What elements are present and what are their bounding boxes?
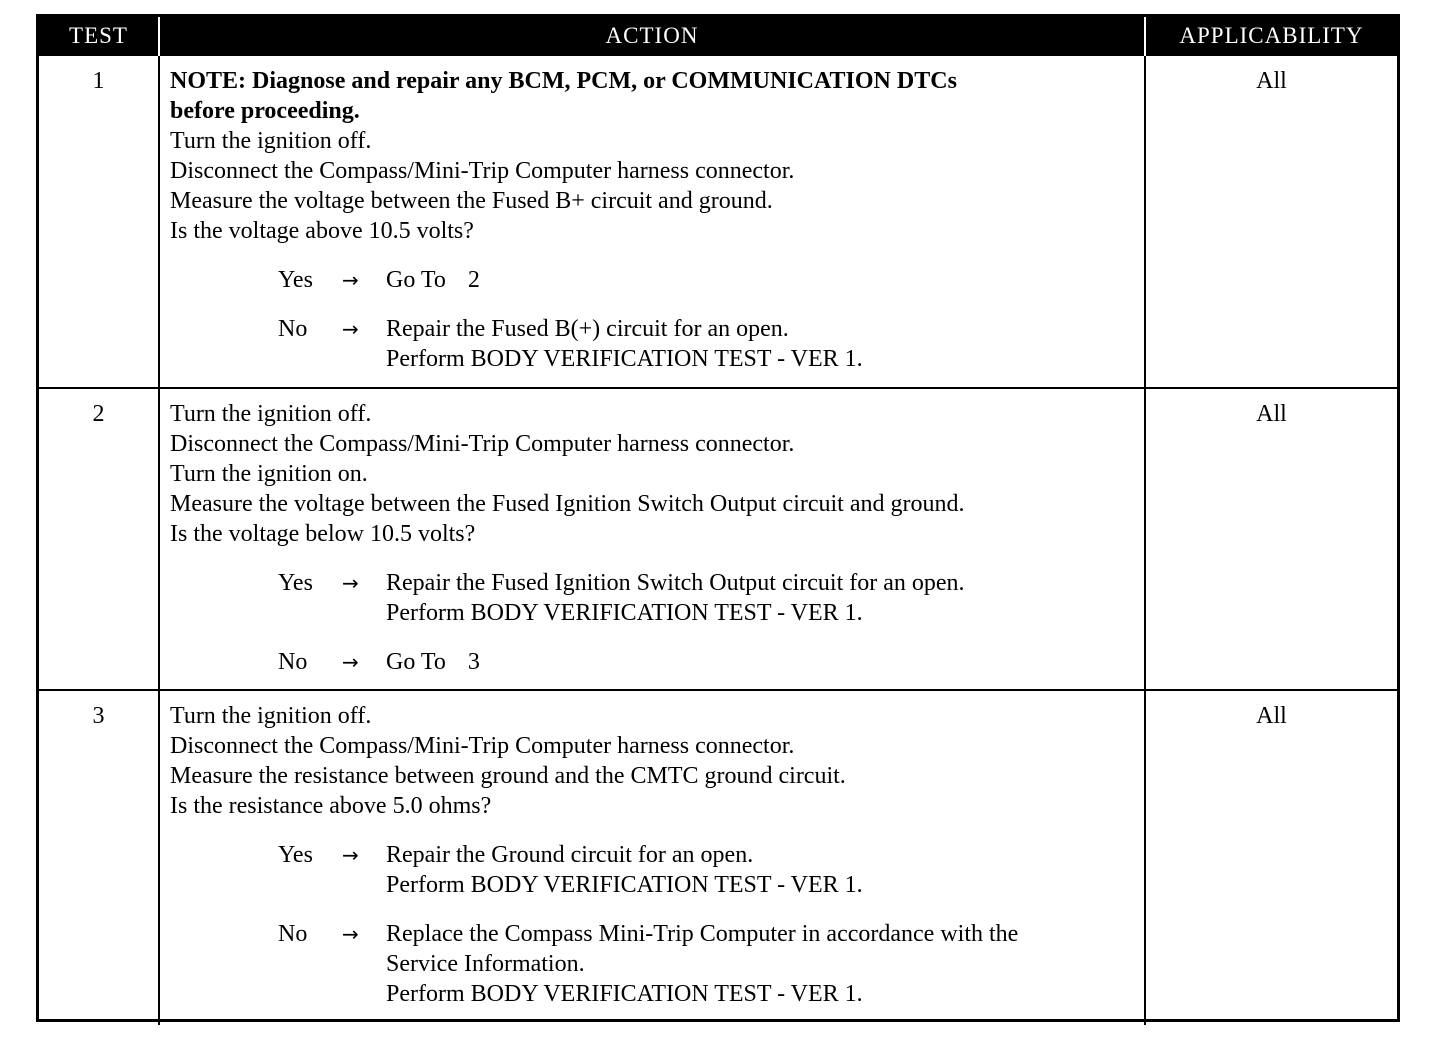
- result-line: Repair the Ground circuit for an open.: [386, 842, 754, 868]
- result-line: Perform BODY VERIFICATION TEST - VER 1.: [386, 981, 863, 1007]
- note-line: NOTE: Diagnose and repair any BCM, PCM, or COMMUNICATION DTCs: [170, 68, 957, 94]
- no-outcome: [170, 919, 1138, 1009]
- applicability-value: All: [1145, 55, 1397, 388]
- step-line: Disconnect the Compass/Mini-Trip Computer harness connector.: [170, 733, 795, 759]
- goto-test-link[interactable]: 2: [467, 267, 480, 293]
- table-row: [39, 690, 1397, 1025]
- header-action: ACTION: [159, 17, 1145, 55]
- yes-result: [386, 265, 1138, 295]
- arrow-icon: →: [342, 268, 359, 292]
- step-line: Turn the ignition on.: [170, 461, 368, 487]
- no-outcome: [170, 314, 1138, 374]
- no-label: No: [278, 649, 308, 675]
- no-result: [386, 314, 1138, 374]
- diagnostic-test-table: [36, 14, 1400, 1022]
- table-row: [39, 55, 1397, 388]
- yes-outcome: [170, 265, 1138, 295]
- note-line: before proceeding.: [170, 98, 360, 124]
- step-line: Turn the ignition off.: [170, 703, 372, 729]
- yes-label: Yes: [278, 570, 313, 596]
- result-line: Perform BODY VERIFICATION TEST - VER 1.: [386, 346, 863, 372]
- no-label: No: [278, 316, 308, 342]
- arrow-icon: →: [342, 650, 359, 674]
- test-number: 3: [39, 690, 159, 1025]
- step-line: Disconnect the Compass/Mini-Trip Computer harness connector.: [170, 431, 795, 457]
- action-cell: [159, 690, 1145, 1025]
- arrow-icon: →: [342, 317, 359, 341]
- applicability-value: All: [1145, 388, 1397, 690]
- result-line: Perform BODY VERIFICATION TEST - VER 1.: [386, 872, 863, 898]
- yes-result: [386, 840, 1138, 900]
- yes-label: Yes: [278, 267, 313, 293]
- action-cell: [159, 388, 1145, 690]
- step-line: Is the voltage below 10.5 volts?: [170, 521, 476, 547]
- applicability-value: All: [1145, 690, 1397, 1025]
- step-line: Measure the voltage between the Fused Ignition Switch Output circuit and ground.: [170, 491, 965, 517]
- step-line: Measure the voltage between the Fused B+ circuit and ground.: [170, 188, 773, 214]
- step-line: Is the resistance above 5.0 ohms?: [170, 793, 492, 819]
- step-line: Disconnect the Compass/Mini-Trip Computer harness connector.: [170, 158, 795, 184]
- result-line: Perform BODY VERIFICATION TEST - VER 1.: [386, 600, 863, 626]
- step-line: Is the voltage above 10.5 volts?: [170, 218, 474, 244]
- header-applicability: APPLICABILITY: [1145, 17, 1397, 55]
- no-result: [386, 647, 1138, 677]
- result-line: Repair the Fused B(+) circuit for an open.: [386, 316, 789, 342]
- yes-label: Yes: [278, 842, 313, 868]
- arrow-icon: →: [342, 922, 359, 946]
- goto-test-link[interactable]: 3: [467, 649, 480, 675]
- yes-result: [386, 568, 1138, 628]
- no-result: [386, 919, 1138, 1009]
- result-line: Service Information.: [386, 951, 585, 977]
- arrow-icon: →: [342, 843, 359, 867]
- step-line: Measure the resistance between ground and the CMTC ground circuit.: [170, 763, 846, 789]
- yes-outcome: [170, 568, 1138, 628]
- result-line: Repair the Fused Ignition Switch Output circuit for an open.: [386, 570, 965, 596]
- test-number: 1: [39, 55, 159, 388]
- step-line: Turn the ignition off.: [170, 128, 372, 154]
- no-outcome: [170, 647, 1138, 677]
- step-line: Turn the ignition off.: [170, 401, 372, 427]
- goto-text: Go To: [386, 267, 446, 293]
- arrow-icon: →: [342, 571, 359, 595]
- action-cell: [159, 55, 1145, 388]
- table-header-row: [39, 17, 1397, 55]
- test-number: 2: [39, 388, 159, 690]
- table-row: [39, 388, 1397, 690]
- no-label: No: [278, 921, 308, 947]
- header-test: TEST: [39, 17, 159, 55]
- goto-text: Go To: [386, 649, 446, 675]
- yes-outcome: [170, 840, 1138, 900]
- test-table: [39, 17, 1397, 1025]
- result-line: Replace the Compass Mini-Trip Computer in accordance with the: [386, 921, 1019, 947]
